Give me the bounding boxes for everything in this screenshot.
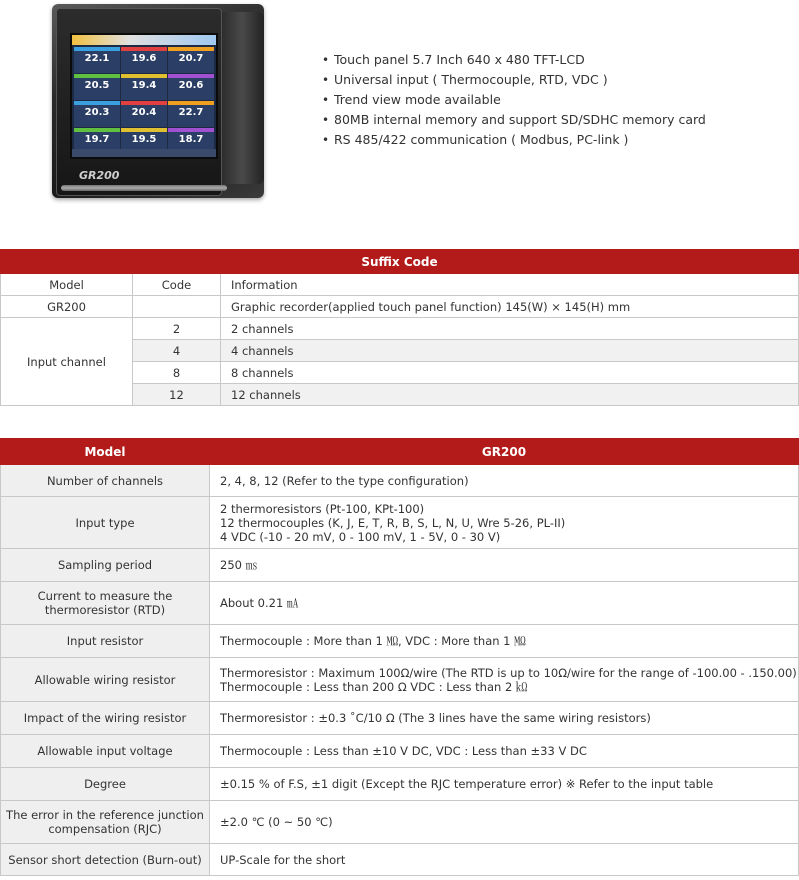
reading-grid — [72, 45, 216, 154]
channel-color-bar — [168, 128, 214, 132]
specification-table — [0, 438, 799, 876]
spec-value: Thermoresistor : ±0.3 ˚C/10 Ω (The 3 lines have the same wiring resistors) — [210, 702, 799, 735]
suffix-table-title: Suffix Code — [1, 250, 799, 274]
channel-reading-value: 20.3 — [84, 107, 110, 118]
spec-label: Input resistor — [1, 625, 210, 658]
channel-color-bar — [74, 47, 120, 51]
bullet-icon: • — [322, 133, 330, 147]
spec-header-gr200: GR200 — [210, 439, 799, 465]
channel-color-bar — [121, 101, 167, 105]
channel-reading-value: 20.4 — [131, 107, 157, 118]
channel-color-bar — [168, 101, 214, 105]
channel-reading-tile — [168, 74, 214, 100]
channel-reading-value: 18.7 — [178, 134, 204, 145]
spec-label: Allowable input voltage — [1, 735, 210, 768]
spec-label: Impact of the wiring resistor — [1, 702, 210, 735]
device-screen — [70, 33, 218, 159]
channel-reading-value: 20.6 — [178, 80, 204, 91]
spec-value: Thermocouple : More than 1 ㏁, VDC : More than 1 ㏁ — [210, 625, 799, 658]
suffix-info-cell: Graphic recorder(applied touch panel function) 145(W) × 145(H) mm — [221, 296, 799, 318]
bullet-icon: • — [322, 113, 330, 127]
spec-label: Input type — [1, 497, 210, 549]
spec-header-model: Model — [1, 439, 210, 465]
bullet-icon: • — [322, 93, 330, 107]
feature-item: • Touch panel 5.7 Inch 640 x 480 TFT-LCD — [320, 50, 706, 70]
spec-value: ±0.15 % of F.S, ±1 digit (Except the RJC temperature error) ※ Refer to the input table — [210, 768, 799, 801]
channel-code-cell: 4 — [133, 340, 221, 362]
channel-reading-value: 20.7 — [178, 53, 204, 64]
channel-color-bar — [74, 128, 120, 132]
channel-reading-tile — [74, 101, 120, 127]
spec-value: UP-Scale for the short — [210, 844, 799, 876]
channel-code-cell: 12 — [133, 384, 221, 406]
channel-reading-tile — [168, 47, 214, 73]
channel-reading-value: 19.4 — [131, 80, 157, 91]
channel-code-cell: 8 — [133, 362, 221, 384]
device-bottom-stripe — [61, 185, 227, 191]
channel-reading-tile — [121, 101, 167, 127]
channel-info-cell: 4 channels — [221, 340, 799, 362]
channel-reading-tile — [74, 74, 120, 100]
suffix-header-model: Model — [1, 274, 133, 296]
channel-color-bar — [168, 47, 214, 51]
channel-reading-value: 19.7 — [84, 134, 110, 145]
channel-reading-tile — [121, 74, 167, 100]
channel-reading-value: 19.5 — [131, 134, 157, 145]
channel-color-bar — [168, 74, 214, 78]
channel-reading-value: 19.6 — [131, 53, 157, 64]
spec-value: ±2.0 ℃ (0 ~ 50 ℃) — [210, 801, 799, 844]
device-front — [56, 8, 222, 196]
spec-value: 2 thermoresistors (Pt-100, KPt-100) 12 thermocouples (K, J, E, T, R, B, S, L, N, U, Wre 5-26, PL-II) 4 VDC (-10 - 20 mV, 0 - 100 mV, 1 - 5V, 0 - 30 V) — [210, 497, 799, 549]
feature-item: • Universal input ( Thermocouple, RTD, VDC ) — [320, 70, 706, 90]
channel-code-cell: 2 — [133, 318, 221, 340]
feature-item: • Trend view mode available — [320, 90, 706, 110]
channel-reading-value: 20.5 — [84, 80, 110, 91]
device-side — [220, 12, 264, 184]
spec-value: About 0.21 ㎃ — [210, 582, 799, 625]
device-logo: GR200 — [79, 169, 120, 182]
channel-color-bar — [74, 101, 120, 105]
gr200-device-image — [52, 4, 264, 198]
feature-item: • 80MB internal memory and support SD/SDHC memory card — [320, 110, 706, 130]
screen-bottom-bar — [72, 149, 216, 157]
bullet-icon: • — [322, 73, 330, 87]
suffix-header-code: Code — [133, 274, 221, 296]
screen-status-bar — [72, 35, 216, 45]
suffix-header-information: Information — [221, 274, 799, 296]
channel-color-bar — [121, 74, 167, 78]
spec-label: Sampling period — [1, 549, 210, 582]
suffix-code-table — [0, 249, 799, 406]
channel-color-bar — [121, 128, 167, 132]
spec-value: Thermocouple : Less than ±10 V DC, VDC : Less than ±33 V DC — [210, 735, 799, 768]
spec-label: Sensor short detection (Burn-out) — [1, 844, 210, 876]
suffix-model-cell: GR200 — [1, 296, 133, 318]
channel-reading-tile — [168, 101, 214, 127]
channel-reading-value: 22.1 — [84, 53, 110, 64]
channel-reading-tile — [121, 47, 167, 73]
input-channel-label: Input channel — [1, 318, 133, 406]
feature-item: • RS 485/422 communication ( Modbus, PC-link ) — [320, 130, 706, 150]
channel-info-cell: 12 channels — [221, 384, 799, 406]
spec-label: Current to measure the thermoresistor (RTD) — [1, 582, 210, 625]
spec-label: Number of channels — [1, 465, 210, 497]
channel-reading-value: 22.7 — [178, 107, 204, 118]
channel-color-bar — [121, 47, 167, 51]
spec-label: Degree — [1, 768, 210, 801]
spec-value: 2, 4, 8, 12 (Refer to the type configuration) — [210, 465, 799, 497]
channel-reading-tile — [74, 47, 120, 73]
bullet-icon: • — [322, 53, 330, 67]
channel-info-cell: 2 channels — [221, 318, 799, 340]
channel-info-cell: 8 channels — [221, 362, 799, 384]
spec-value: 250 ㎳ — [210, 549, 799, 582]
channel-color-bar — [74, 74, 120, 78]
spec-label: The error in the reference junction compensation (RJC) — [1, 801, 210, 844]
feature-list — [320, 50, 706, 150]
spec-value: Thermoresistor : Maximum 100Ω/wire (The RTD is up to 10Ω/wire for the range of -100.00 - .150.00) Thermocouple : Less than 200 Ω VDC : Less than 2 ㏀ — [210, 658, 799, 702]
suffix-code-cell — [133, 296, 221, 318]
spec-label: Allowable wiring resistor — [1, 658, 210, 702]
